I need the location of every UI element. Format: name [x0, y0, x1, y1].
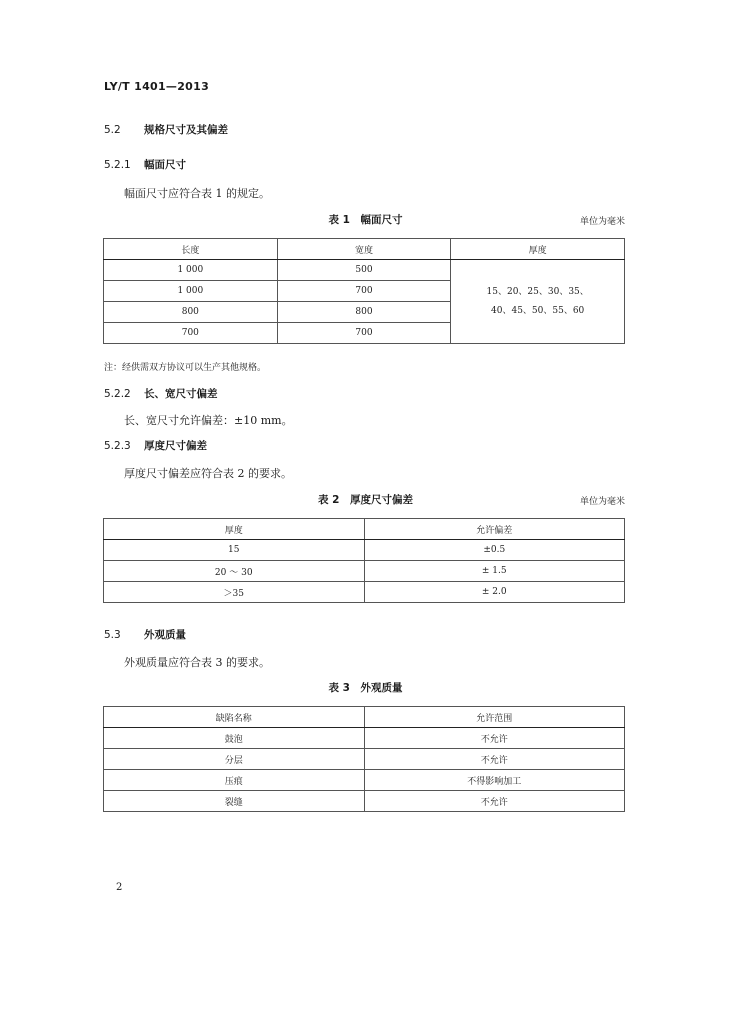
- section-number: 5.2.3: [104, 440, 131, 452]
- table-cell: 不允许: [364, 728, 625, 749]
- section-5-2-2-text: 长、宽尺寸允许偏差：±10 mm。: [124, 414, 293, 427]
- section-5-2-2-heading: [104, 386, 218, 401]
- table-cell: 800: [277, 302, 451, 323]
- thickness-cell: [451, 260, 625, 344]
- table-cell: 压痕: [104, 770, 365, 791]
- page-number: 2: [116, 882, 123, 893]
- table-cell: ± 2.0: [364, 582, 625, 603]
- table-row: [104, 749, 625, 770]
- table1-caption: 表 1 幅面尺寸: [328, 214, 403, 226]
- table-header-row: [104, 519, 625, 540]
- table-cell: 800: [104, 302, 278, 323]
- table-header-row: [104, 707, 625, 728]
- table-cell: 鼓泡: [104, 728, 365, 749]
- table1-unit: 单位为毫米: [579, 217, 625, 227]
- table-cell: 700: [277, 281, 451, 302]
- section-5-2-3-text: 厚度尺寸偏差应符合表 2 的要求。: [124, 467, 292, 480]
- table-cell: ± 1.5: [364, 561, 625, 582]
- section-title: 规格尺寸及其偏差: [144, 124, 228, 136]
- section-title: 长、宽尺寸偏差: [144, 388, 218, 400]
- section-5-2-1-text: 幅面尺寸应符合表 1 的规定。: [124, 187, 270, 200]
- section-number: 5.2.2: [104, 388, 131, 400]
- table3: [103, 706, 625, 812]
- section-5-2-3-heading: [104, 438, 207, 453]
- header-cell: 厚度: [104, 519, 365, 540]
- table2-unit: 单位为毫米: [579, 497, 625, 507]
- table-cell: 不允许: [364, 791, 625, 812]
- header-cell: 允许偏差: [364, 519, 625, 540]
- table-row: [104, 561, 625, 582]
- table-row: [104, 260, 625, 281]
- header-cell: 缺陷名称: [104, 707, 365, 728]
- section-title: 幅面尺寸: [144, 159, 186, 171]
- table-row: [104, 728, 625, 749]
- table3-caption: 表 3 外观质量: [328, 682, 403, 694]
- standard-number: LY/T 1401—2013: [104, 80, 210, 93]
- table-cell: 700: [277, 323, 451, 344]
- table1: [103, 238, 625, 344]
- header-cell: 厚度: [451, 239, 625, 260]
- table1-note: 注：经供需双方协议可以生产其他规格。: [104, 363, 267, 373]
- section-5-2-heading: [104, 122, 228, 137]
- table-header-row: [104, 239, 625, 260]
- table-cell: 700: [104, 323, 278, 344]
- table-cell: 不得影响加工: [364, 770, 625, 791]
- header-cell: 允许范围: [364, 707, 625, 728]
- table2: [103, 518, 625, 603]
- table-cell: 500: [277, 260, 451, 281]
- section-5-3-text: 外观质量应符合表 3 的要求。: [124, 656, 270, 669]
- section-title: 外观质量: [144, 629, 186, 641]
- table-cell: 1 000: [104, 281, 278, 302]
- table-row: [104, 770, 625, 791]
- section-number: 5.3: [104, 629, 121, 641]
- header-cell: 宽度: [277, 239, 451, 260]
- table-cell: 裂缝: [104, 791, 365, 812]
- section-5-3-heading: [104, 627, 186, 642]
- table-cell: 1 000: [104, 260, 278, 281]
- section-number: 5.2: [104, 124, 121, 136]
- table-row: [104, 582, 625, 603]
- table-cell: 20 ～ 30: [104, 561, 365, 582]
- section-title: 厚度尺寸偏差: [144, 440, 207, 452]
- section-number: 5.2.1: [104, 159, 131, 171]
- table-cell: ±0.5: [364, 540, 625, 561]
- section-5-2-1-heading: [104, 157, 186, 172]
- table-cell: 分层: [104, 749, 365, 770]
- table-row: [104, 540, 625, 561]
- table-cell: 15: [104, 540, 365, 561]
- table-cell: ＞35: [104, 582, 365, 603]
- header-cell: 长度: [104, 239, 278, 260]
- table-row: [104, 791, 625, 812]
- table-cell: 不允许: [364, 749, 625, 770]
- table2-caption: 表 2 厚度尺寸偏差: [318, 494, 413, 506]
- thickness-line: 40、45、50、55、60: [491, 305, 585, 316]
- thickness-line: 15、20、25、30、35、: [486, 286, 589, 297]
